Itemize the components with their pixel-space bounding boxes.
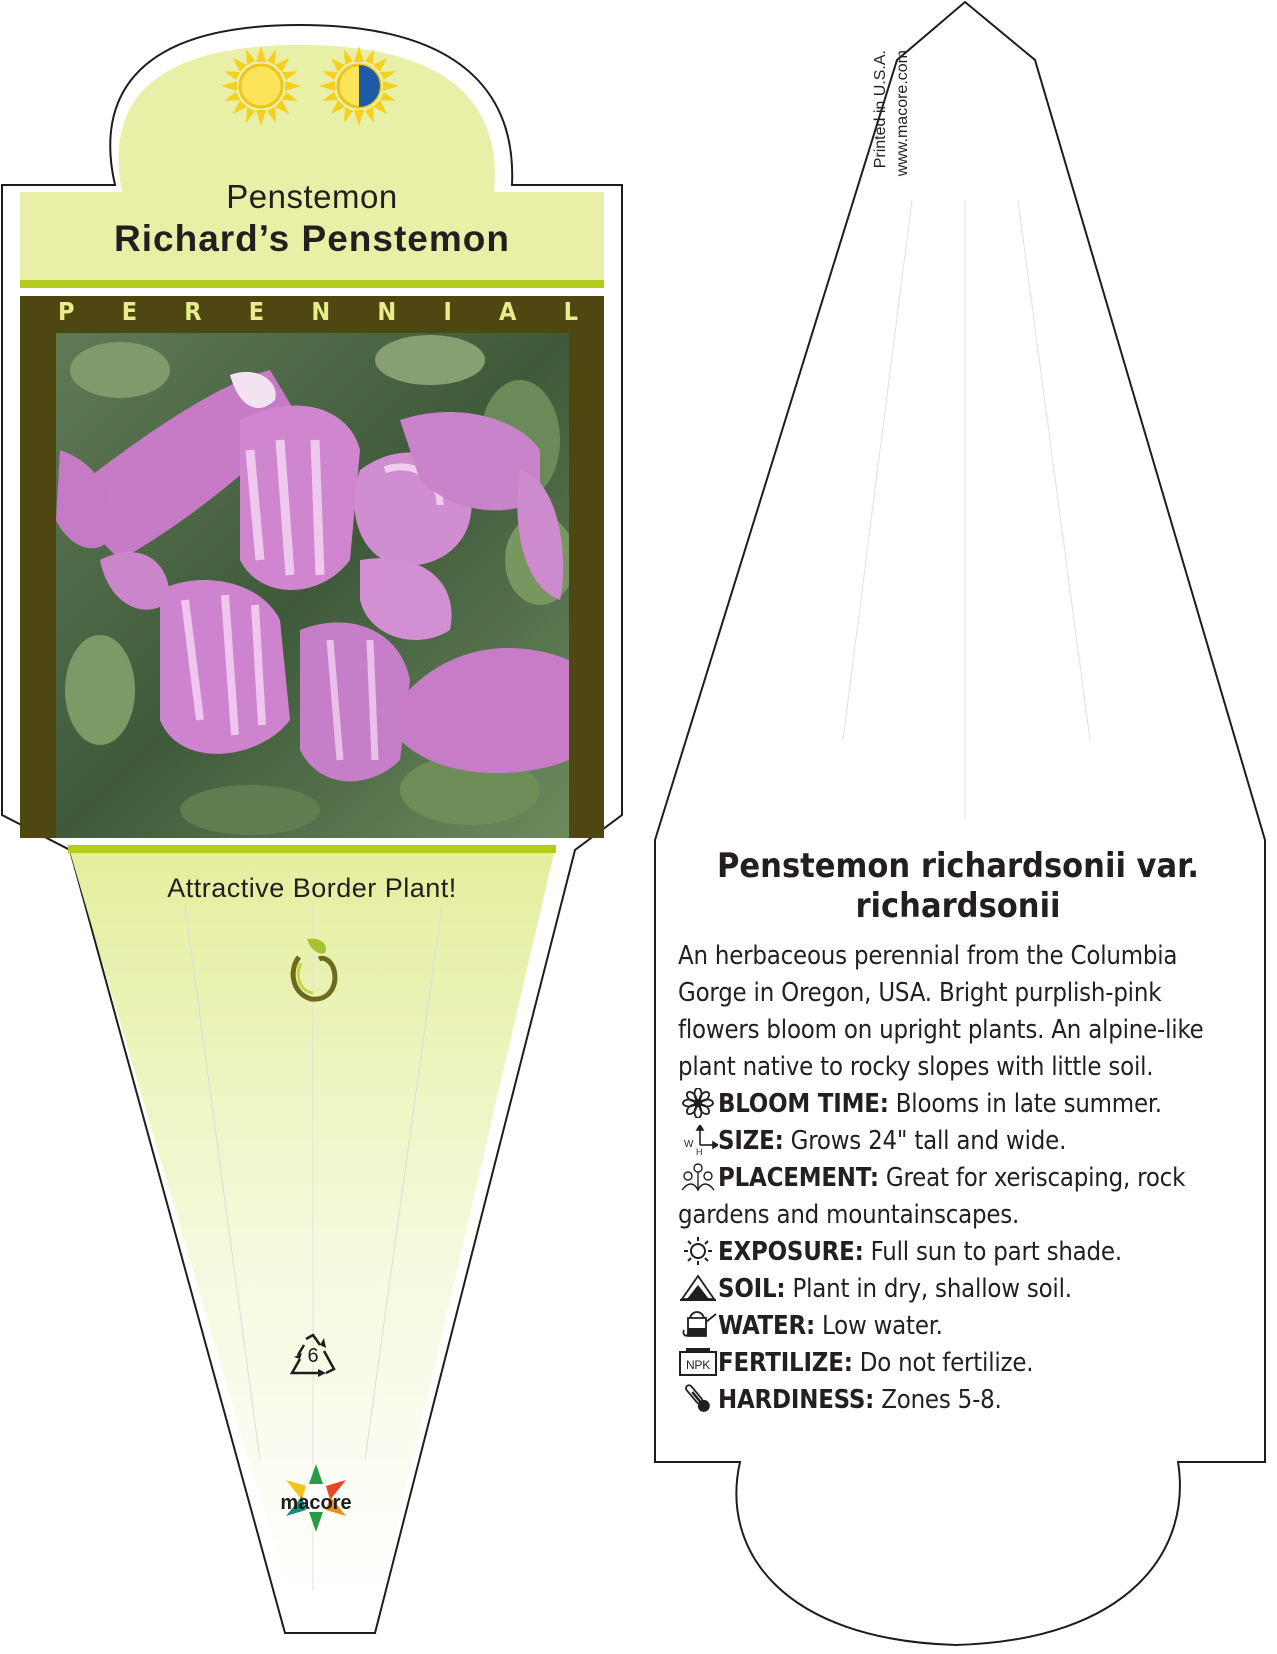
sun-icon	[678, 1236, 718, 1266]
attribute-value: Grows 24" tall and wide.	[783, 1126, 1067, 1156]
attribute-label: PLACEMENT:	[718, 1163, 879, 1193]
plant-type-letter: N	[311, 297, 331, 326]
printed-info	[870, 50, 932, 220]
plant-description-block	[678, 938, 1238, 1419]
recycle-code: 6	[307, 1345, 319, 1367]
plant-type-letter: R	[184, 297, 202, 326]
size-icon	[678, 1125, 718, 1155]
full-sun-icon	[220, 45, 302, 127]
common-name: Richard’s Penstemon	[114, 218, 510, 259]
attribute-size	[678, 1123, 1238, 1160]
tagline: Attractive Border Plant!	[167, 873, 457, 903]
recycle-icon	[288, 1333, 338, 1379]
plant-type-letter: E	[121, 297, 138, 326]
attribute-label: FERTILIZE:	[718, 1348, 853, 1378]
attribute-label: EXPOSURE:	[718, 1237, 864, 1267]
plant-type-label	[58, 297, 578, 326]
part-sun-icon	[318, 45, 400, 127]
svg-text:W: W	[684, 1139, 694, 1150]
attribute-value: Plant in dry, shallow soil.	[785, 1274, 1072, 1304]
placement-icon	[678, 1162, 718, 1192]
plant-type-letter: L	[563, 297, 578, 326]
attribute-label: BLOOM TIME:	[718, 1089, 889, 1119]
flower-icon	[678, 1088, 718, 1118]
attribute-bloom-time	[678, 1086, 1238, 1123]
plant-type-letter: E	[248, 297, 265, 326]
attribute-label: WATER:	[718, 1311, 815, 1341]
attribute-value: Full sun to part shade.	[863, 1237, 1122, 1267]
npk-label: NPK	[685, 1358, 711, 1372]
plant-type-letter: P	[58, 297, 75, 326]
plant-type-letter: A	[499, 297, 517, 326]
watering-can-icon	[678, 1310, 718, 1340]
attribute-value: Do not fertilize.	[852, 1348, 1034, 1378]
soil-icon	[678, 1273, 718, 1303]
plant-description: An herbaceous perennial from the Columbia Gorge in Oregon, USA. Bright purplish-pink flowers bloom on upright plants. An alpine-like plant native to rocky slopes with little soil.	[678, 941, 1204, 1082]
drought-tolerant-icon	[285, 935, 341, 1005]
attribute-value: Low water.	[814, 1311, 943, 1341]
printed-in-label: Printed in U.S.A.	[872, 50, 889, 169]
attribute-exposure	[678, 1234, 1238, 1271]
attribute-soil	[678, 1271, 1238, 1308]
attribute-placement	[678, 1160, 1238, 1234]
attribute-value: Blooms in late summer.	[888, 1089, 1162, 1119]
brand-name: macore	[280, 1492, 352, 1514]
front-tag	[2, 25, 622, 1633]
website-label: www.macore.com	[894, 50, 911, 177]
attribute-label: SIZE:	[718, 1126, 784, 1156]
npk-icon	[678, 1347, 718, 1377]
attribute-hardiness	[678, 1382, 1238, 1419]
attribute-fertilize	[678, 1345, 1238, 1382]
attribute-water	[678, 1308, 1238, 1345]
plant-type-letter: I	[443, 297, 452, 326]
plant-type-letter: N	[377, 297, 397, 326]
genus-name: Penstemon	[226, 178, 398, 215]
thermometer-icon	[678, 1384, 718, 1414]
attribute-value: Great for xeriscaping, rock gardens and mountainscapes.	[678, 1163, 1186, 1230]
attribute-label: SOIL:	[718, 1274, 786, 1304]
attribute-value: Zones 5-8.	[874, 1385, 1002, 1415]
attribute-label: HARDINESS:	[718, 1385, 875, 1415]
svg-text:H: H	[696, 1147, 703, 1155]
botanical-name: Penstemon richardsonii var. richardsonii	[717, 846, 1199, 926]
